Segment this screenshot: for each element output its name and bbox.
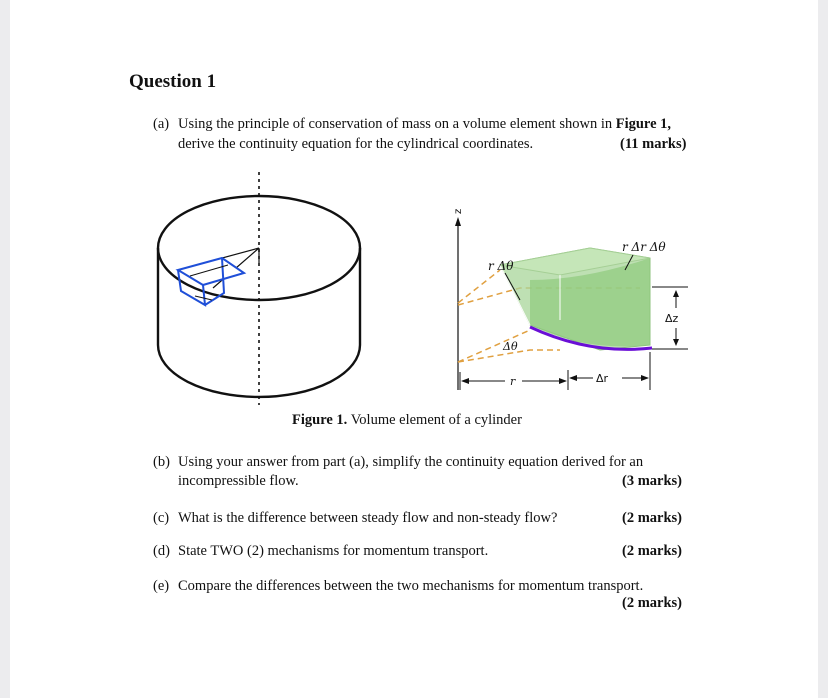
part-b-line2: incompressible flow. bbox=[178, 473, 299, 489]
part-b-line1: Using your answer from part (a), simplify the continuity equation derived for an bbox=[178, 454, 644, 470]
r-dr-dtheta-label: r Δr Δθ bbox=[622, 240, 666, 254]
r-right-arrow bbox=[559, 378, 567, 384]
dr-label: Δr bbox=[596, 372, 609, 385]
figure-caption-text: Volume element of a cylinder bbox=[350, 412, 522, 428]
part-b-marks: (3 marks) bbox=[622, 473, 683, 489]
part-c-marks: (2 marks) bbox=[622, 510, 683, 526]
part-a-line1-text: Using the principle of conservation of mass on a volume element shown in bbox=[178, 116, 616, 132]
wedge-top-face bbox=[178, 258, 244, 285]
dr-left-arrow bbox=[569, 375, 577, 381]
dr-right-arrow bbox=[641, 375, 649, 381]
z-axis-arrow bbox=[455, 217, 461, 226]
part-e-label: (e) bbox=[153, 578, 170, 594]
dz-down-arrow bbox=[673, 339, 679, 346]
r-dtheta-label: r Δθ bbox=[488, 259, 514, 273]
cylinder-drawing bbox=[158, 172, 360, 405]
part-d-label: (d) bbox=[153, 543, 170, 559]
part-a-line2: derive the continuity equation for the cylindrical coordinates. bbox=[178, 136, 534, 152]
figure-reference: Figure 1, bbox=[615, 116, 672, 132]
dtheta-label: Δθ bbox=[503, 340, 518, 353]
figure-caption-label: Figure 1. bbox=[292, 412, 348, 428]
r-left-arrow bbox=[461, 378, 469, 384]
part-c-line1: What is the difference between steady flow and non-steady flow? bbox=[178, 510, 558, 526]
part-d-line1: State TWO (2) mechanisms for momentum transport. bbox=[178, 543, 489, 559]
z-axis-label: z bbox=[453, 208, 464, 214]
dz-up-arrow bbox=[673, 290, 679, 297]
part-e-marks: (2 marks) bbox=[622, 595, 683, 611]
part-e-line1: Compare the differences between the two mechanisms for momentum transport. bbox=[178, 578, 644, 594]
r-label: r bbox=[510, 375, 516, 388]
part-b-label: (b) bbox=[153, 454, 170, 470]
figure-caption bbox=[292, 412, 522, 429]
part-a-marks: (11 marks) bbox=[620, 136, 687, 152]
part-d-marks: (2 marks) bbox=[622, 543, 683, 559]
part-a-label: (a) bbox=[153, 116, 170, 132]
dz-label: Δz bbox=[665, 312, 679, 325]
part-c-label: (c) bbox=[153, 510, 170, 526]
question-title: Question 1 bbox=[129, 71, 217, 92]
